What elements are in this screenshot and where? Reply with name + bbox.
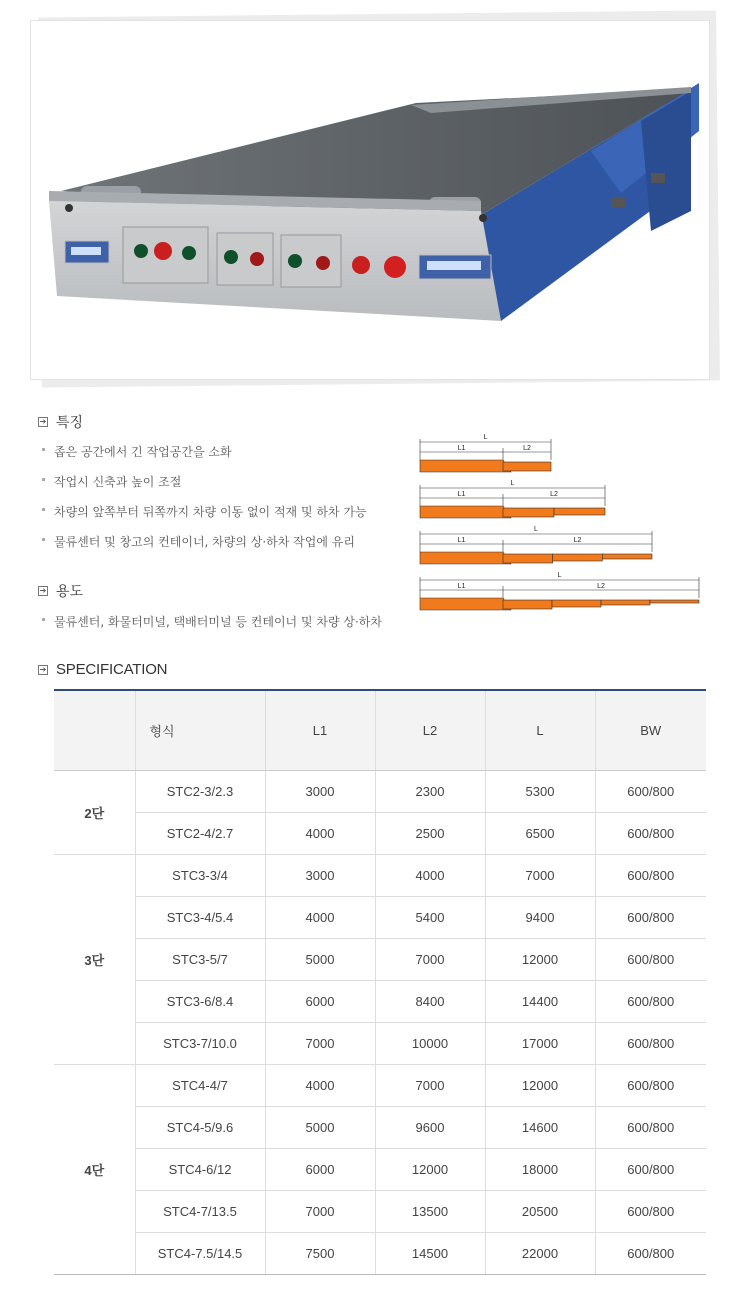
table-row (54, 1065, 706, 1107)
table-row (54, 813, 706, 855)
bullet-icon (42, 618, 45, 621)
label-l1: L1 (457, 583, 466, 590)
arrow-right-icon: ➔ (39, 664, 47, 674)
l1-cell: 3000 (265, 771, 375, 813)
model-cell: STC3-7/10.0 (135, 1023, 265, 1065)
table-row (54, 855, 706, 897)
l1-cell: 7000 (265, 1023, 375, 1065)
l2-cell: 12000 (375, 1149, 485, 1191)
conveyor-extension-section (503, 462, 551, 471)
model-cell: STC4-6/12 (135, 1149, 265, 1191)
l1-cell: 7000 (265, 1191, 375, 1233)
arrow-right-icon: ➔ (39, 417, 47, 426)
l2-cell: 4000 (375, 855, 485, 897)
l2-cell: 7000 (375, 939, 485, 981)
table-row (54, 981, 706, 1023)
l1-cell: 3000 (265, 855, 375, 897)
l2-cell: 13500 (375, 1191, 485, 1233)
l2-cell: 14500 (375, 1233, 485, 1275)
l-cell: 20500 (485, 1191, 595, 1233)
bullet-icon (42, 478, 45, 481)
bw-cell: 600/800 (595, 981, 706, 1023)
conveyor-extension-section (552, 600, 601, 607)
l-cell: 7000 (485, 855, 595, 897)
label-l2: L2 (523, 445, 531, 452)
model-cell: STC4-7.5/14.5 (135, 1233, 265, 1275)
label-l: L (510, 480, 515, 487)
bw-cell: 600/800 (595, 771, 706, 813)
table-row (54, 771, 706, 813)
list-item: 좁은 공간에서 긴 작업공간을 소화 (42, 436, 367, 466)
l-cell: 18000 (485, 1149, 595, 1191)
l2-cell: 9600 (375, 1107, 485, 1149)
label-l: L (483, 434, 488, 441)
group-label-cell: 4단 (54, 1065, 135, 1275)
bw-cell: 600/800 (595, 813, 706, 855)
column-header-model: 형식 (135, 690, 265, 771)
table-row (54, 939, 706, 981)
l2-cell: 8400 (375, 981, 485, 1023)
features-heading (38, 412, 83, 432)
conveyor-extension-section (503, 508, 554, 517)
conveyor-base-section (420, 506, 511, 518)
list-item: 작업시 신축과 높이 조절 (42, 466, 367, 496)
l-cell: 9400 (485, 897, 595, 939)
bullet-icon (42, 538, 45, 541)
conveyor-base-section (420, 552, 511, 564)
model-cell: STC3-5/7 (135, 939, 265, 981)
model-cell: STC2-3/2.3 (135, 771, 265, 813)
list-item: 물류센터, 화물터미널, 택배터미널 등 컨테이너 및 차량 상·하차 (42, 606, 382, 636)
l-cell: 12000 (485, 1065, 595, 1107)
table-row (54, 1107, 706, 1149)
model-cell: STC4-5/9.6 (135, 1107, 265, 1149)
l-cell: 12000 (485, 939, 595, 981)
bw-cell: 600/800 (595, 1065, 706, 1107)
usage-heading (38, 581, 83, 601)
label-l2: L2 (573, 537, 582, 544)
label-l1: L1 (457, 445, 466, 452)
l1-cell: 6000 (265, 981, 375, 1023)
l1-cell: 5000 (265, 939, 375, 981)
bw-cell: 600/800 (595, 939, 706, 981)
l1-cell: 5000 (265, 1107, 375, 1149)
bw-cell: 600/800 (595, 1191, 706, 1233)
column-header-l2: L2 (375, 690, 485, 771)
l2-cell: 2300 (375, 771, 485, 813)
bw-cell: 600/800 (595, 897, 706, 939)
label-l2: L2 (597, 583, 605, 590)
telescopic-conveyor-illustration (31, 21, 710, 380)
list-item: 차량의 앞쪽부터 뒤쪽까지 차량 이동 없이 적재 및 하차 가능 (42, 496, 367, 526)
l1-cell: 4000 (265, 897, 375, 939)
label-l1: L1 (457, 537, 466, 544)
features-list (42, 436, 367, 556)
l-cell: 5300 (485, 771, 595, 813)
model-cell: STC3-3/4 (135, 855, 265, 897)
column-header-l: L (485, 690, 595, 771)
column-header-group (54, 690, 135, 771)
l1-cell: 7500 (265, 1233, 375, 1275)
l2-cell: 10000 (375, 1023, 485, 1065)
usage-title: 용도 (56, 584, 84, 600)
conveyor-stage-diagram (410, 428, 710, 618)
bullet-icon (42, 448, 45, 451)
conveyor-base-section (420, 598, 511, 610)
list-item: 물류센터 및 창고의 컨테이너, 차량의 상·하차 작업에 유리 (42, 526, 367, 556)
column-header-l1: L1 (265, 690, 375, 771)
bullet-icon (42, 508, 45, 511)
model-cell: STC4-4/7 (135, 1065, 265, 1107)
l-cell: 17000 (485, 1023, 595, 1065)
conveyor-extension-section (503, 554, 553, 563)
conveyor-extension-section (554, 508, 605, 515)
table-row (54, 1191, 706, 1233)
conveyor-base-section (420, 460, 511, 472)
label-l1: L1 (457, 491, 466, 498)
table-row (54, 1233, 706, 1275)
conveyor-extension-section (601, 600, 650, 605)
arrow-right-icon: ➔ (39, 586, 47, 595)
spec-table (54, 689, 706, 1275)
spec-heading (38, 661, 167, 678)
model-cell: STC4-7/13.5 (135, 1191, 265, 1233)
l2-cell: 5400 (375, 897, 485, 939)
bw-cell: 600/800 (595, 1023, 706, 1065)
model-cell: STC3-4/5.4 (135, 897, 265, 939)
table-row (54, 1023, 706, 1065)
l1-cell: 4000 (265, 1065, 375, 1107)
model-cell: STC2-4/2.7 (135, 813, 265, 855)
conveyor-extension-section (553, 554, 603, 561)
l-cell: 6500 (485, 813, 595, 855)
conveyor-extension-section (602, 554, 652, 559)
l1-cell: 6000 (265, 1149, 375, 1191)
l1-cell: 4000 (265, 813, 375, 855)
usage-list (42, 606, 382, 636)
l-cell: 14600 (485, 1107, 595, 1149)
model-cell: STC3-6/8.4 (135, 981, 265, 1023)
column-header-bw: BW (595, 690, 706, 771)
product-photo (30, 20, 710, 380)
features-title: 특징 (56, 415, 84, 431)
bw-cell: 600/800 (595, 1149, 706, 1191)
label-l: L (534, 526, 538, 533)
l-cell: 14400 (485, 981, 595, 1023)
l2-cell: 7000 (375, 1065, 485, 1107)
conveyor-extension-section (650, 600, 699, 603)
label-l: L (557, 572, 562, 579)
label-l2: L2 (550, 491, 558, 498)
group-label-cell: 2단 (54, 771, 135, 855)
table-row (54, 897, 706, 939)
l-cell: 22000 (485, 1233, 595, 1275)
bw-cell: 600/800 (595, 1233, 706, 1275)
conveyor-extension-section (503, 600, 552, 609)
table-row (54, 1149, 706, 1191)
bw-cell: 600/800 (595, 855, 706, 897)
l2-cell: 2500 (375, 813, 485, 855)
group-label-cell: 3단 (54, 855, 135, 1065)
table-header-row (54, 690, 706, 771)
spec-title: SPECIFICATION (56, 661, 168, 678)
bw-cell: 600/800 (595, 1107, 706, 1149)
